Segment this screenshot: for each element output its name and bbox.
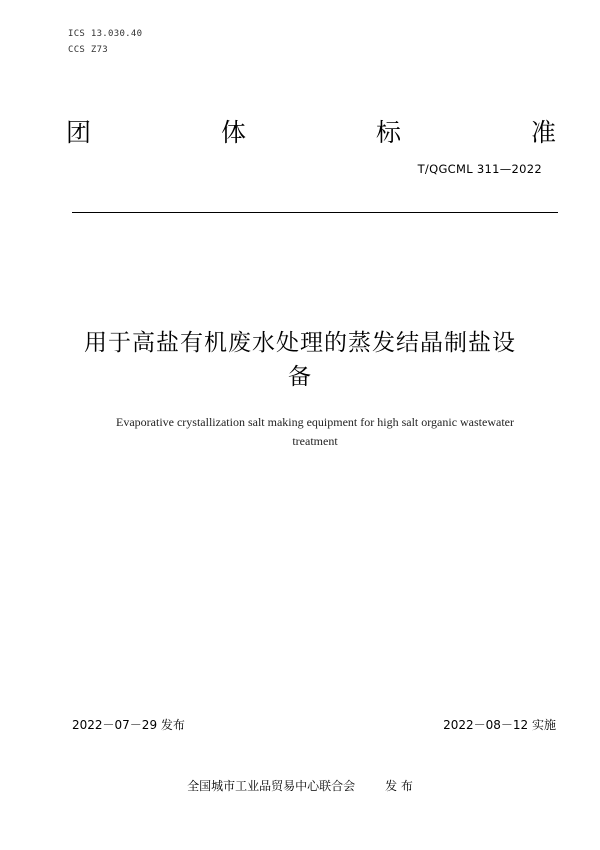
english-title xyxy=(70,413,560,451)
publisher-line xyxy=(0,777,600,794)
publisher-name: 全国城市工业品贸易中心联合会 xyxy=(187,779,356,793)
chinese-title xyxy=(60,326,540,394)
standard-type-char: 体 xyxy=(220,118,246,147)
header-divider xyxy=(72,212,558,213)
english-title-line-2: treatment xyxy=(292,434,338,448)
chinese-title-line-1: 用于高盐有机废水处理的蒸发结晶制盐设 xyxy=(84,330,516,356)
publish-label: 发 布 xyxy=(385,779,413,793)
chinese-title-line-2: 备 xyxy=(288,364,312,390)
standard-type-heading xyxy=(66,113,556,149)
standard-type-char: 团 xyxy=(66,118,92,147)
standard-number: T/QGCML 311—2022 xyxy=(417,162,542,176)
standard-type-char: 标 xyxy=(375,118,401,147)
ccs-code: CCS Z73 xyxy=(68,45,109,55)
english-title-line-1: Evaporative crystallization salt making equipment for high salt organic wastewater xyxy=(116,415,514,429)
implementation-date: 2022－08－12 实施 xyxy=(443,718,556,732)
ics-code: ICS 13.030.40 xyxy=(68,29,143,39)
issue-date: 2022－07－29 发布 xyxy=(72,718,185,732)
standard-type-char: 准 xyxy=(530,118,556,147)
